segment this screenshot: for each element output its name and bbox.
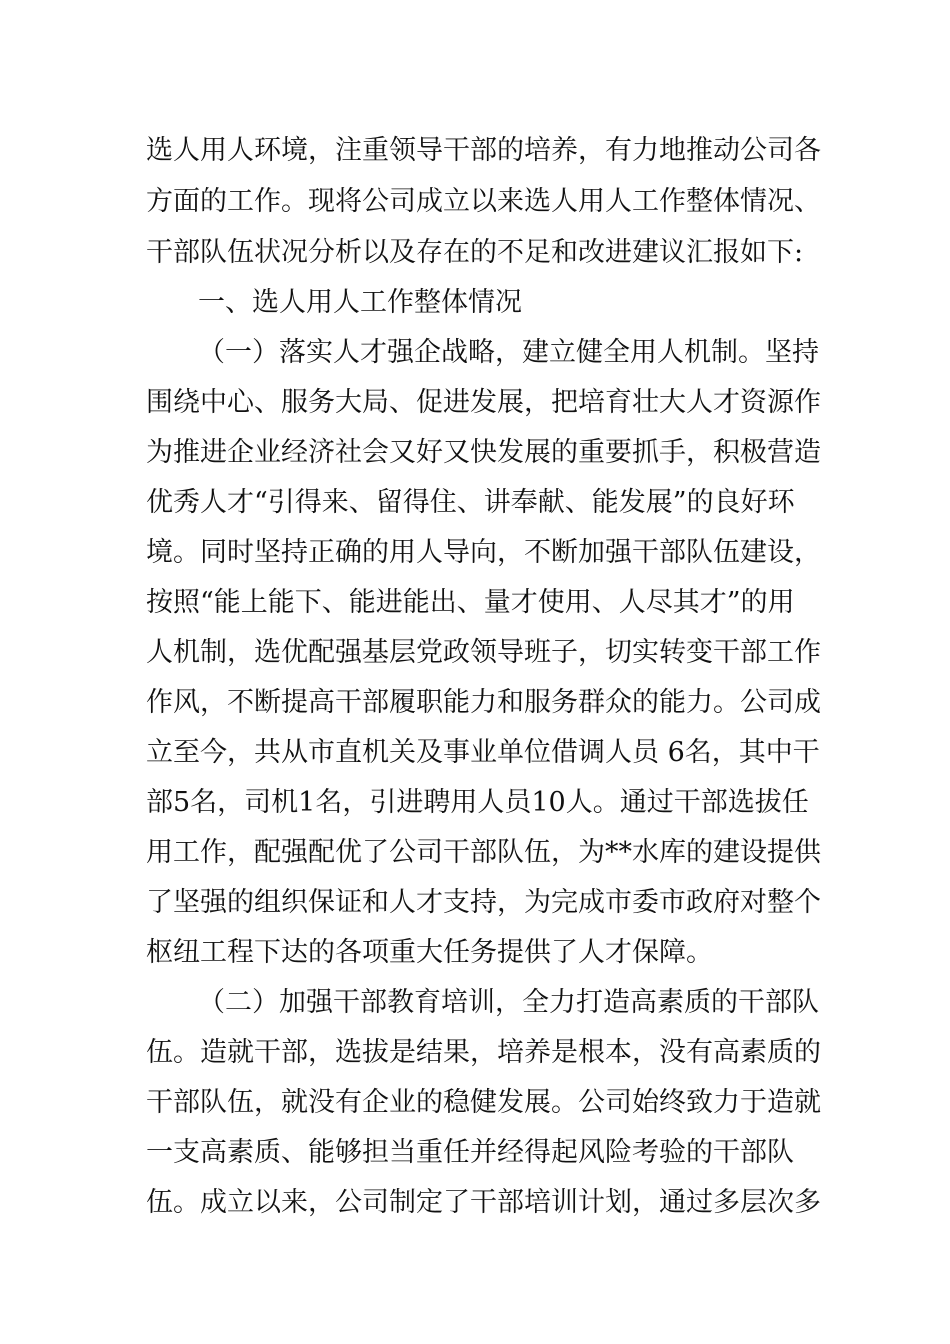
text-line: 立至今，共从市直机关及事业单位借调人员 6名，其中干 <box>146 737 820 768</box>
text-line: 优秀人才“引得来、留得住、讲奉献、能发展”的良好环 <box>146 487 795 518</box>
text-line: 干部队伍，就没有企业的稳健发展。公司始终致力于造就 <box>146 1087 821 1118</box>
text-line: 选人用人环境，注重领导干部的培养，有力地推动公司各 <box>146 135 821 166</box>
text-line: 为推进企业经济社会又好又快发展的重要抓手，积极营造 <box>146 437 821 468</box>
section-heading: 一、选人用人工作整体情况 <box>198 287 522 318</box>
text-line: 部5名，司机1名，引进聘用人员10人。通过干部选拔任 <box>146 787 809 818</box>
text-line: 用工作，配强配优了公司干部队伍，为**水库的建设提供 <box>146 837 821 868</box>
text-line: 围绕中心、服务大局、促进发展，把培育壮大人才资源作 <box>146 387 821 418</box>
text-line: 了坚强的组织保证和人才支持，为完成市委市政府对整个 <box>146 887 821 918</box>
text-line: 方面的工作。现将公司成立以来选人用人工作整体情况、 <box>146 186 821 217</box>
text-line: 作风，不断提高干部履职能力和服务群众的能力。公司成 <box>146 687 821 718</box>
subsection-heading: （一）落实人才强企战略，建立健全用人机制。坚持 <box>198 337 819 368</box>
text-line: 按照“能上能下、能进能出、量才使用、人尽其才”的用 <box>146 587 795 618</box>
text-line: 一支高素质、能够担当重任并经得起风险考验的干部队 <box>146 1137 794 1168</box>
text-line: 伍。造就干部，选拔是结果，培养是根本，没有高素质的 <box>146 1037 821 1068</box>
text-line: 伍。成立以来，公司制定了干部培训计划，通过多层次多 <box>146 1187 821 1218</box>
subsection-heading: （二）加强干部教育培训，全力打造高素质的干部队 <box>198 987 819 1018</box>
text-line: 人机制，选优配强基层党政领导班子，切实转变干部工作 <box>146 637 821 668</box>
text-line: 枢纽工程下达的各项重大任务提供了人才保障。 <box>146 937 713 968</box>
text-line: 境。同时坚持正确的用人导向，不断加强干部队伍建设， <box>146 537 821 568</box>
text-line: 干部队伍状况分析以及存在的不足和改进建议汇报如下: <box>146 237 804 268</box>
